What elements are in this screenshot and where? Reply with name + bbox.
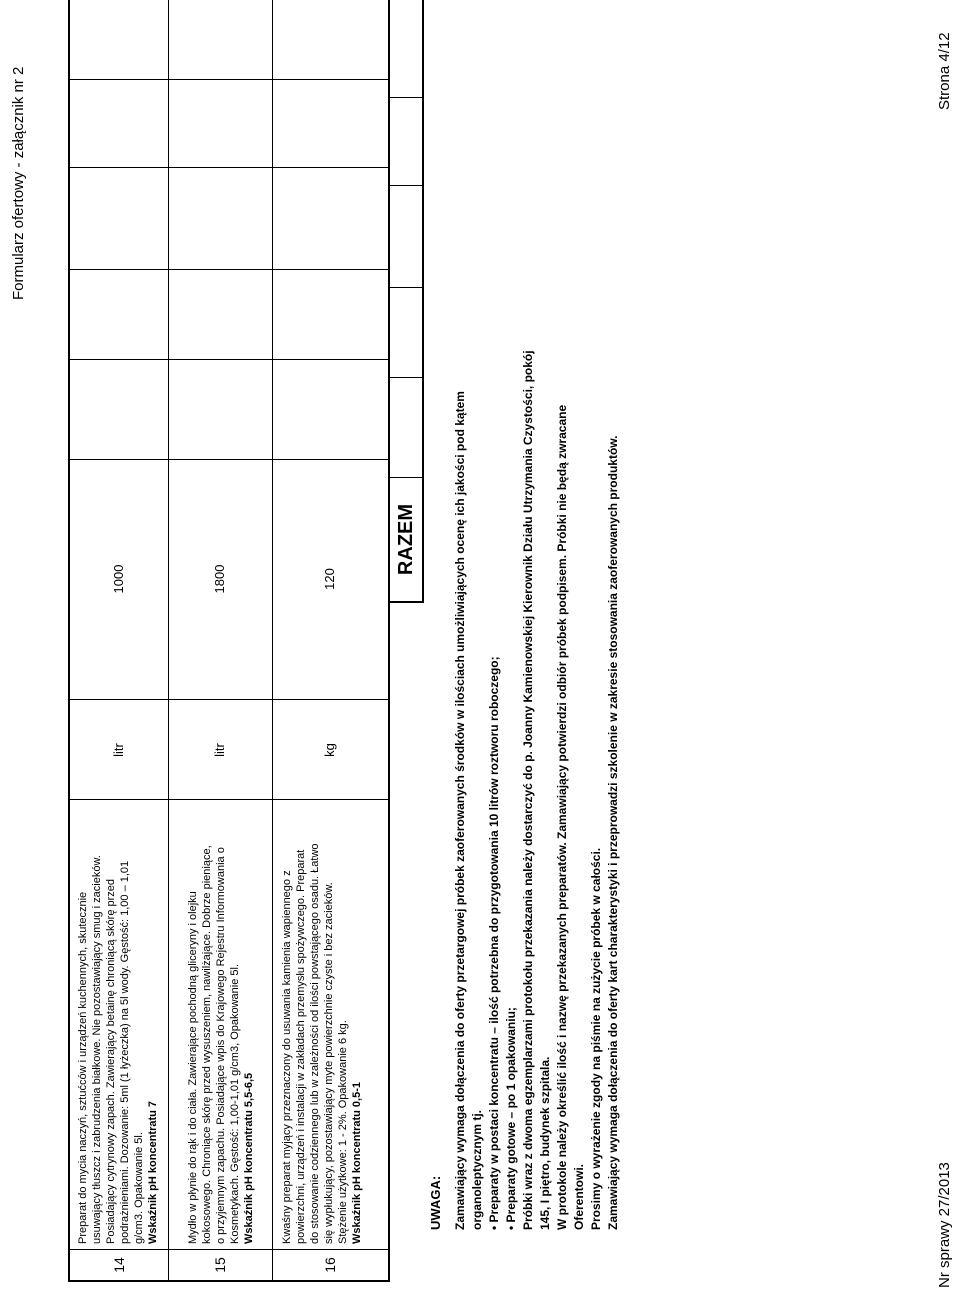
row-quantity: 1800 <box>212 564 227 594</box>
table-row <box>70 0 169 1280</box>
row-description: Preparat do mycia naczyń, sztućców i urządzeń kuchennych, skutecznie usuwający tłuszcz i zabrudzenia białkowe. Nie pozostawiający smug i zacieków. Posiadający cytrynowy zapach. Zawierający betainę chroniącą skórę przed podrażnieniami. Dozowanie: 5ml (1 łyżeczka) na 5l wody. Gęstość: 1,00 – 1,01 g/cm3. Opakowanie 5l. Wskaźnik pH koncentratu 7 <box>77 855 159 1244</box>
note-line: • Preparaty gotowe – po 1 opakowaniu; <box>504 1007 518 1230</box>
notes-title: UWAGA: <box>428 1175 443 1230</box>
note-line: Zamawiający wymaga dołączenia do oferty kart charakterystyki i przeprowadzi szkolenie w zakresie stosowania zaoferowanych produktów. <box>606 435 620 1230</box>
case-number: Nr sprawy 27/2013 <box>936 1162 953 1288</box>
notes-block <box>452 50 622 1230</box>
note-line: 145, I piętro, budynek szpitala. <box>538 1056 552 1230</box>
row-quantity: 120 <box>322 568 337 590</box>
totals-label: RAZEM <box>390 477 422 601</box>
items-grid <box>68 0 390 1282</box>
note-line: W protokole należy określić ilość i nazwę przekazanych preparatów. Zamawiający potwierdzi odbiór próbek podpisem. Próbki nie będą zwracane <box>555 404 569 1230</box>
note-line: Oferentowi. <box>572 1163 586 1230</box>
page-number: Strona 4/12 <box>936 32 953 110</box>
row-unit: litr <box>212 743 227 757</box>
table-row <box>168 0 273 1280</box>
row-number: 16 <box>322 1257 338 1273</box>
row-number: 15 <box>212 1257 228 1273</box>
note-line: Prosimy o wyrażenie zgody na piśmie na zużycie próbek w całości. <box>589 847 603 1230</box>
row-unit: kg <box>322 743 337 757</box>
note-line: organoleptycznym tj. <box>470 1109 484 1230</box>
table-row <box>272 0 388 1280</box>
note-line: Zamawiający wymaga dołączenia do oferty przetargowej próbek zaoferowanych środków w ilościach umożliwiających ocenę ich jakości pod kątem <box>453 391 467 1230</box>
row-description: Kwaśny preparat myjący przeznaczony do usuwania kamienia wapiennego z powierzchni, urządzeń i instalacji w zakładach przemysłu spożywczego. Preparat do stosowanie codziennego lub w zależności od ilości powstającego osadu. Łatwo się wypłukujący, pozostawiający myte powierzchnie czyste i bez zacieków. Stężenie użytkowe: 1 - 2%. Opakowanie 6 kg. Wskaźnik pH koncentratu 0,5-1 <box>281 843 363 1244</box>
note-line: Próbki wraz z dwoma egzemplarzami protokołu przekazania należy dostarczyć do p. Joanny Kamienowskiej Kierownik Działu Utrzymania Czystości, pokój <box>521 350 535 1230</box>
row-unit: litr <box>111 743 126 757</box>
row-quantity: 1000 <box>111 564 126 594</box>
totals-row <box>388 0 424 603</box>
form-title: Formularz ofertowy - załącznik nr 2 <box>10 66 27 300</box>
row-description: Mydło w płynie do rąk i do ciała. Zawierające pochodną gliceryny i olejku kokosowego. Chroniące skórę przed wysuszeniem, nawilżające. Dobrze pieniące, o przyjemnym zapachu. Posiadające wpis do Krajowego Rejestru Informowania o Kosmetykach. Gęstość: 1,00-1,01 g/cm3, Opakowanie 5l. Wskaźnik pH koncentratu 5,5-6,5 <box>187 845 255 1244</box>
row-number: 14 <box>111 1257 127 1273</box>
note-line: • Preparaty w postaci koncentratu – ilość potrzebna do przygotowania 10 litrów roztworu roboczego; <box>487 656 501 1230</box>
